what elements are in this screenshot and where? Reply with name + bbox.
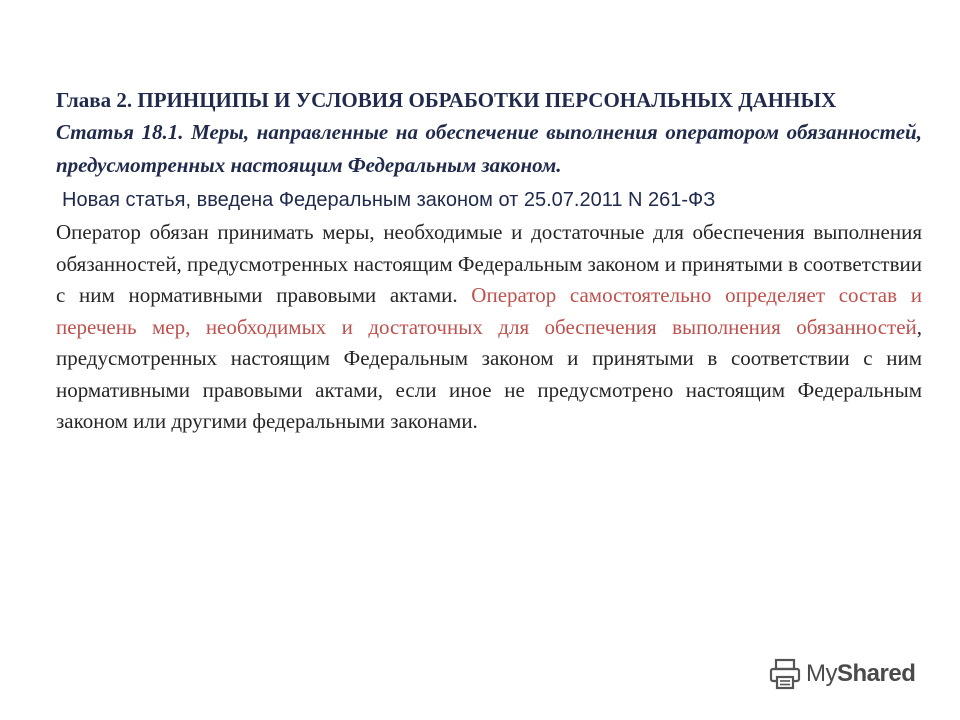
watermark-text: [806, 660, 915, 688]
watermark-shared: Shared: [837, 660, 916, 687]
chapter-title: Глава 2. ПРИНЦИПЫ И УСЛОВИЯ ОБРАБОТКИ ПЕРСОНАЛЬНЫХ ДАННЫХ: [56, 88, 837, 112]
watermark-my: My: [806, 660, 837, 687]
body-text-highlight: Оператор самостоятельно определяет состав и перечень мер, необходимых и достаточных для обеспечения выполнения обязанностей: [56, 283, 922, 339]
amendment-note: Новая статья, введена Федеральным законом от 25.07.2011 N 261-ФЗ: [62, 189, 716, 211]
myshared-watermark[interactable]: [768, 656, 915, 692]
slide-content: [56, 84, 922, 438]
article-body: [56, 217, 922, 438]
body-text-part1: Оператор обязан принимать меры, необходимые и достаточные для обеспечения выполнения обязанностей, предусмотренных настоящим Федеральным законом и принятыми в соответствии с ним нормативными правовыми актами.: [56, 220, 922, 307]
printer-logo-icon: [768, 657, 802, 691]
body-text-part2: , предусмотренных настоящим Федеральным законом и принятыми в соответствии с ним нормативными правовыми актами, если иное не предусмотрено настоящим Федеральным законом или другими федеральными законами.: [56, 314, 922, 433]
article-title: Статья 18.1. Меры, направленные на обеспечение выполнения оператором обязанностей, предусмотренных настоящим Федеральным законом.: [56, 120, 922, 177]
